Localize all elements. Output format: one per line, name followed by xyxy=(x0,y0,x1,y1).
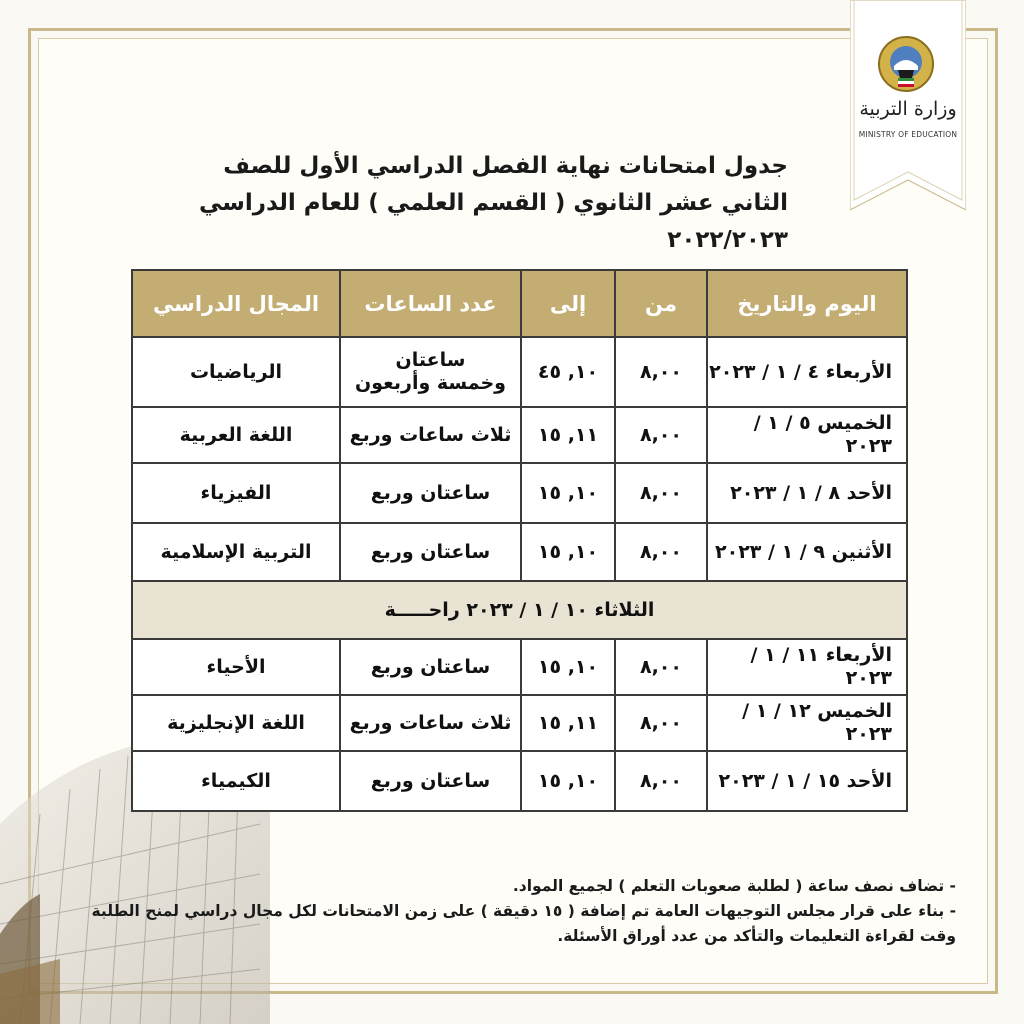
cell-day: الأحد ٨ / ١ / ٢٠٢٣ xyxy=(707,463,907,523)
note-item: - تضاف نصف ساعة ( لطلبة صعوبات التعلم ) لجميع المواد. xyxy=(512,877,956,895)
cell-subject: الكيمياء xyxy=(132,751,340,811)
header-subject: المجال الدراسي xyxy=(132,270,340,337)
table-row xyxy=(132,523,907,581)
cell-subject: التربية الإسلامية xyxy=(132,523,340,581)
cell-to: ١٠, ١٥ xyxy=(521,463,615,523)
cell-to: ١١, ١٥ xyxy=(521,695,615,751)
ministry-name-arabic: وزارة التربية xyxy=(859,98,957,120)
rest-day-row xyxy=(132,581,907,639)
table-row xyxy=(132,695,907,751)
cell-from: ٨,٠٠ xyxy=(615,695,707,751)
table-row xyxy=(132,337,907,407)
cell-subject: الأحياء xyxy=(132,639,340,695)
cell-hours: ساعتان وربع xyxy=(340,463,521,523)
cell-from: ٨,٠٠ xyxy=(615,463,707,523)
header-to: إلى xyxy=(521,270,615,337)
cell-hours: ساعتان وربع xyxy=(340,751,521,811)
cell-day: الأحد ١٥ / ١ / ٢٠٢٣ xyxy=(707,751,907,811)
notes-section xyxy=(56,874,956,949)
cell-from: ٨,٠٠ xyxy=(615,751,707,811)
cell-from: ٨,٠٠ xyxy=(615,337,707,407)
cell-day: الأثنين ٩ / ١ / ٢٠٢٣ xyxy=(707,523,907,581)
cell-hours: ثلاث ساعات وربع xyxy=(340,695,521,751)
cell-hours: ساعتان وخمسة وأربعون xyxy=(340,337,521,407)
cell-day: الخميس ١٢ / ١ / ٢٠٢٣ xyxy=(707,695,907,751)
header-hours: عدد الساعات xyxy=(340,270,521,337)
cell-to: ١٠, ١٥ xyxy=(521,751,615,811)
table-row xyxy=(132,751,907,811)
table-row xyxy=(132,463,907,523)
exam-schedule-table xyxy=(131,269,908,812)
table-row xyxy=(132,407,907,463)
header-from: من xyxy=(615,270,707,337)
cell-day: الأربعاء ١١ / ١ / ٢٠٢٣ xyxy=(707,639,907,695)
cell-day: الأربعاء ٤ / ١ / ٢٠٢٣ xyxy=(707,337,907,407)
cell-to: ١٠, ٤٥ xyxy=(521,337,615,407)
title-line-1: جدول امتحانات نهاية الفصل الدراسي الأول للصف xyxy=(223,153,788,179)
header-day-date: اليوم والتاريخ xyxy=(707,270,907,337)
rest-day-cell: الثلاثاء ١٠ / ١ / ٢٠٢٣ راحـــــة xyxy=(132,581,907,639)
cell-day: الخميس ٥ / ١ / ٢٠٢٣ xyxy=(707,407,907,463)
cell-subject: اللغة الإنجليزية xyxy=(132,695,340,751)
cell-from: ٨,٠٠ xyxy=(615,407,707,463)
cell-hours: ساعتان وربع xyxy=(340,639,521,695)
cell-to: ١٠, ١٥ xyxy=(521,639,615,695)
cell-hours: ساعتان وربع xyxy=(340,523,521,581)
cell-to: ١١, ١٥ xyxy=(521,407,615,463)
table-row xyxy=(132,639,907,695)
cell-subject: الرياضيات xyxy=(132,337,340,407)
cell-to: ١٠, ١٥ xyxy=(521,523,615,581)
ministry-name-english: MINISTRY OF EDUCATION xyxy=(858,130,958,139)
page-title xyxy=(188,148,788,259)
cell-subject: الفيزياء xyxy=(132,463,340,523)
kuwait-emblem-icon xyxy=(876,34,936,94)
title-line-2: الثاني عشر الثانوي ( القسم العلمي ) للعام الدراسي ٢٠٢٢/٢٠٢٣ xyxy=(198,190,788,253)
cell-from: ٨,٠٠ xyxy=(615,639,707,695)
table-header-row xyxy=(132,270,907,337)
note-item: - بناء على قرار مجلس التوجيهات العامة تم إضافة ( ١٥ دقيقة ) على زمن الامتحانات لكل مجال دراسي لمنح الطلبة وقت لقراءة التعليمات والتأكد من عدد أوراق الأسئلة. xyxy=(91,902,956,945)
cell-subject: اللغة العربية xyxy=(132,407,340,463)
cell-hours: ثلاث ساعات وربع xyxy=(340,407,521,463)
cell-from: ٨,٠٠ xyxy=(615,523,707,581)
